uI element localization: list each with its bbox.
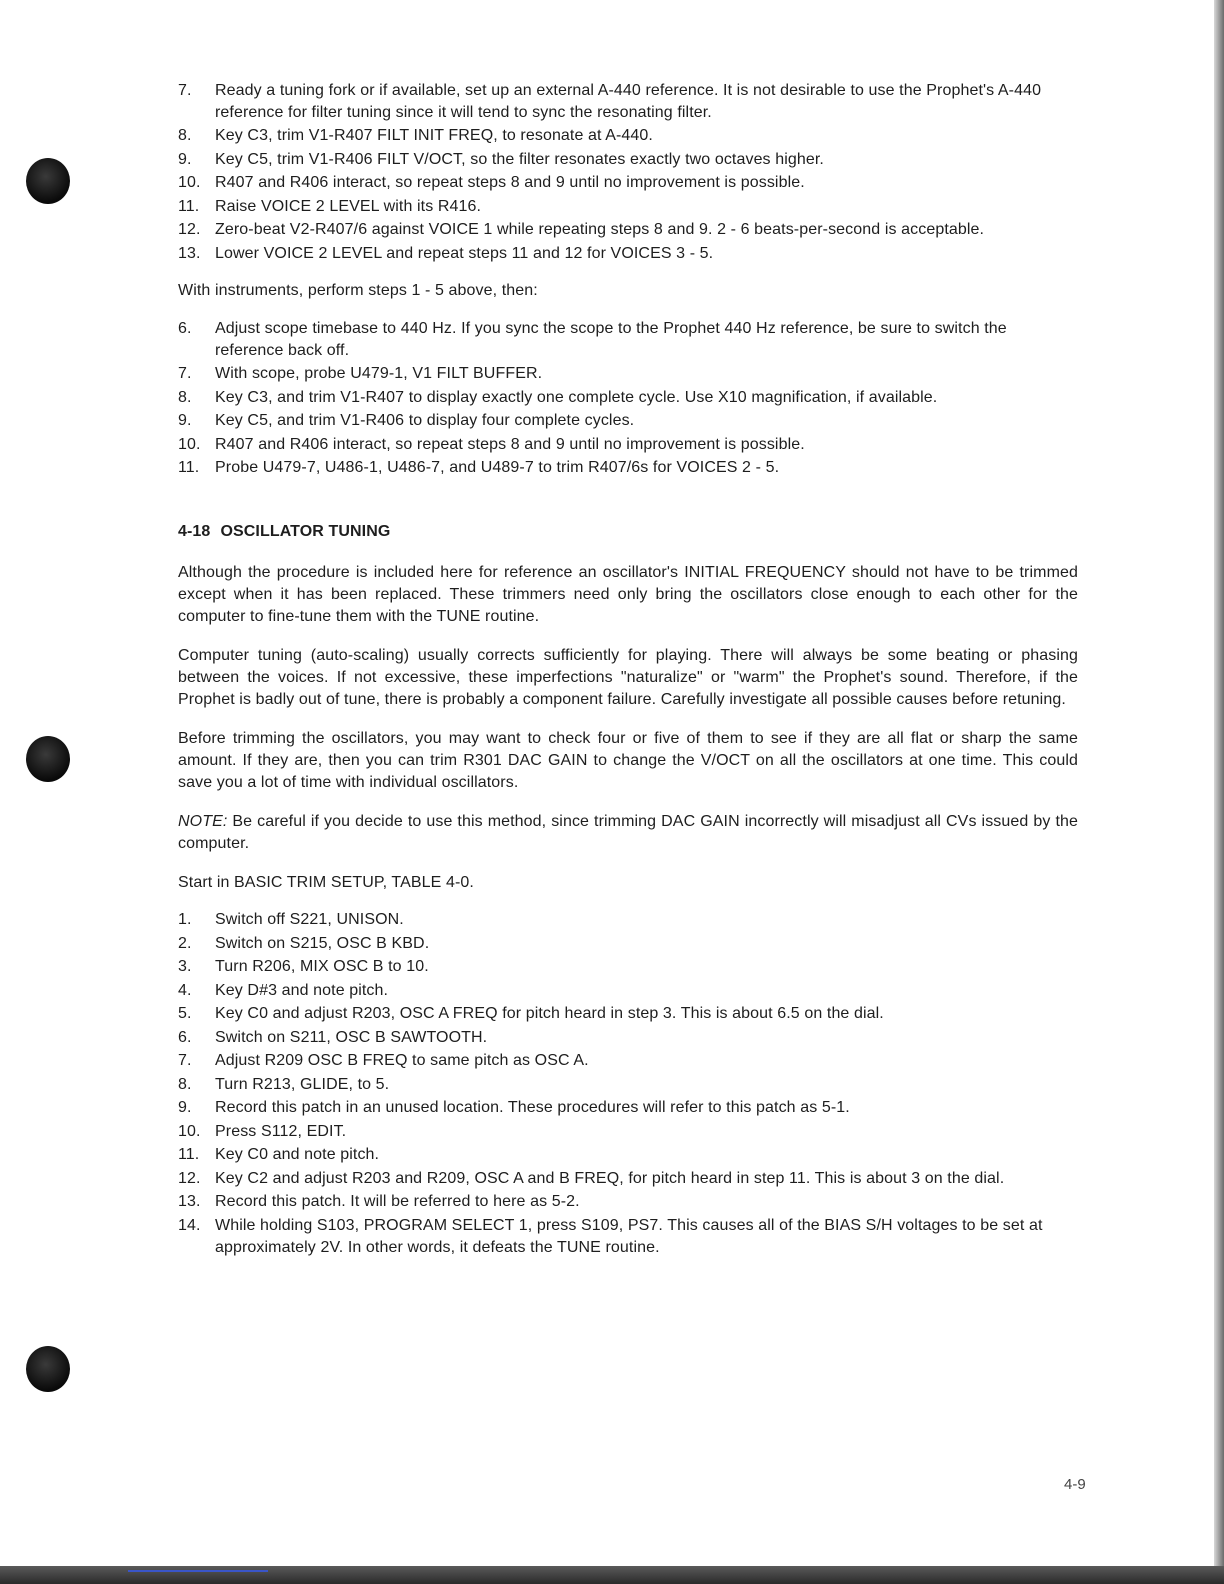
list-item: 8. Turn R213, GLIDE, to 5. — [178, 1075, 390, 1093]
scope-tuning-steps — [178, 318, 1078, 480]
paragraph-computer-tuning: Computer tuning (auto-scaling) usually corrects sufficiently for playing. There will always be some beating or phasing between the voices. If not excessive, these imperfections "naturalize" or "warm" the Prophet's sound. Therefore, if the Prophet is badly out of tune, there is probably a component failure. Carefully investigate all possible causes before retuning. — [178, 646, 1078, 708]
list-item: 11. Probe U479-7, U486-1, U486-7, and U489-7 to trim R407/6s for VOICES 2 - 5. — [178, 459, 780, 476]
binder-hole-bottom — [26, 1346, 70, 1392]
list-item: 6. Adjust scope timebase to 440 Hz. If you sync the scope to the Prophet 440 Hz reference, be sure to switch the reference back off. — [178, 319, 1007, 359]
instruments-intro: With instruments, perform steps 1 - 5 above, then: — [178, 282, 538, 299]
paragraph-dac-gain: Before trimming the oscillators, you may want to check four or five of them to see if they are all flat or sharp the same amount. If they are, then you can trim R301 DAC GAIN to change the V/OCT on all the oscillators at one time. This could save you a lot of time with individual oscillators. — [178, 729, 1078, 791]
list-item: 12. Key C2 and adjust R203 and R209, OSC A and B FREQ, for pitch heard in step 11. This is about 3 on the dial. — [178, 1169, 1005, 1187]
note-text: Be careful if you decide to use this method, since trimming DAC GAIN incorrectly will misadjust all CVs issued by the computer. — [178, 812, 1078, 852]
list-item: 14. While holding S103, PROGRAM SELECT 1, press S109, PS7. This causes all of the BIAS S/H voltages to be set at approximately 2V. In other words, it defeats the TUNE routine. — [178, 1216, 1043, 1256]
list-item: 7. With scope, probe U479-1, V1 FILT BUFFER. — [178, 365, 543, 382]
section-number: 4-18 — [178, 522, 211, 540]
section-title: OSCILLATOR TUNING — [220, 522, 391, 540]
list-item: 1. Switch off S221, UNISON. — [178, 911, 404, 928]
paragraph-initial-frequency: Although the procedure is included here for reference an oscillator's INITIAL FREQUENCY should not have to be trimmed except when it has been replaced. These trimmers need only bring the oscillators close enough to each other for the computer to fine-tune them with the TUNE routine. — [178, 563, 1078, 625]
list-item: 7. Adjust R209 OSC B FREQ to same pitch as OSC A. — [178, 1052, 589, 1069]
binder-hole-top — [26, 158, 70, 204]
page-number: 4-9 — [1064, 1476, 1086, 1493]
list-item: 10. R407 and R406 interact, so repeat steps 8 and 9 until no improvement is possible. — [178, 174, 805, 191]
list-item: 9. Record this patch in an unused location. These procedures will refer to this patch as 5-1. — [178, 1099, 850, 1116]
page-edge — [1214, 0, 1224, 1584]
list-item: 12. Zero-beat V2-R407/6 against VOICE 1 while repeating steps 8 and 9. 2 - 6 beats-per-second is acceptable. — [178, 221, 985, 238]
list-item: 4. Key D#3 and note pitch. — [178, 981, 389, 999]
list-item: 11. Key C0 and note pitch. — [178, 1146, 380, 1163]
list-item: 6. Switch on S211, OSC B SAWTOOTH. — [178, 1028, 488, 1046]
list-item: 9. Key C5, and trim V1-R406 to display four complete cycles. — [178, 412, 635, 429]
section-heading — [178, 521, 1078, 543]
list-item: 9. Key C5, trim V1-R406 FILT V/OCT, so the filter resonates exactly two octaves higher. — [178, 150, 824, 168]
list-item: 10. Press S112, EDIT. — [178, 1122, 347, 1140]
document-body — [178, 78, 1078, 1260]
list-item: 2. Switch on S215, OSC B KBD. — [178, 934, 430, 952]
list-item: 8. Key C3, trim V1-R407 FILT INIT FREQ, to resonate at A-440. — [178, 127, 653, 144]
list-item: 7. Ready a tuning fork or if available, set up an external A-440 reference. It is not desirable to use the Prophet's A-440 reference for filter tuning since it will tend to sync the resonating filter. — [178, 81, 1042, 121]
scanner-bottom-edge — [0, 1566, 1224, 1584]
oscillator-tuning-steps — [178, 909, 1078, 1259]
filter-tuning-steps — [178, 80, 1078, 265]
list-item: 13. Record this patch. It will be referred to here as 5-2. — [178, 1193, 580, 1210]
list-item: 5. Key C0 and adjust R203, OSC A FREQ for pitch heard in step 3. This is about 6.5 on the dial. — [178, 1005, 884, 1022]
binder-hole-middle — [26, 736, 70, 782]
list-item: 8. Key C3, and trim V1-R407 to display exactly one complete cycle. Use X10 magnification, if available. — [178, 388, 938, 406]
start-instruction: Start in BASIC TRIM SETUP, TABLE 4-0. — [178, 873, 474, 891]
list-item: 13. Lower VOICE 2 LEVEL and repeat steps 11 and 12 for VOICES 3 - 5. — [178, 244, 714, 262]
note-label: NOTE: — [178, 812, 228, 830]
note-paragraph — [178, 811, 1078, 855]
scanner-blue-line — [128, 1570, 268, 1572]
list-item: 3. Turn R206, MIX OSC B to 10. — [178, 958, 429, 975]
list-item: 11. Raise VOICE 2 LEVEL with its R416. — [178, 197, 482, 215]
list-item: 10. R407 and R406 interact, so repeat steps 8 and 9 until no improvement is possible. — [178, 435, 805, 453]
